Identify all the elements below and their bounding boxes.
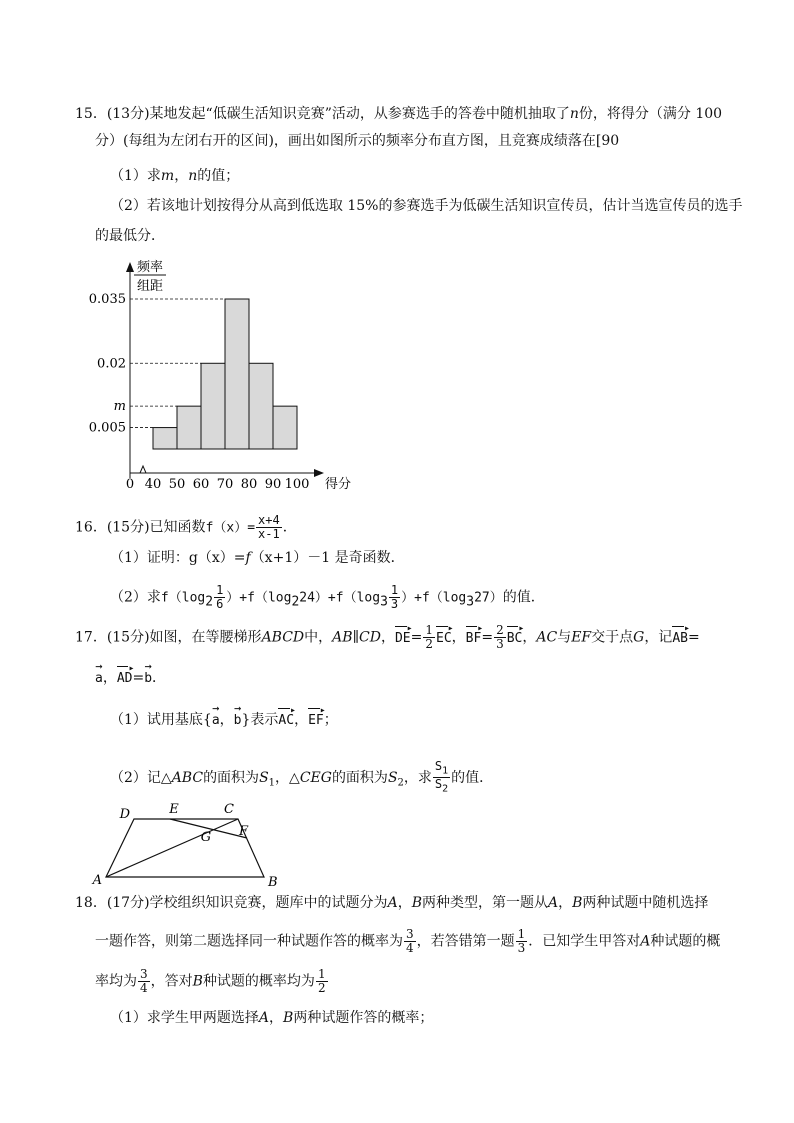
q16-line-1: 16．(15分)已知函数f（x）= $\frac{x+4}{x-1}$ ． [75, 513, 297, 541]
q17-part-2: （2）记△ABC的面积为$S_1$，△CEG的面积为$S_2$，求 $\frac{S_1}{S_2}$ 的值． [110, 759, 494, 795]
histogram-bar-50-60 [177, 406, 201, 449]
x-tick-label-1: 40 [144, 477, 162, 492]
trapezoid-figure [90, 800, 290, 888]
q18-line-1: 18．(17分)学校组织知识竞赛，题库中的试题分为A，B两种类型，第一题从A，B两种试题中随机选择 [75, 895, 709, 911]
y-axis-label-top: 频率 [136, 260, 164, 275]
label-g: G [200, 830, 212, 845]
x-tick-label-7: 100 [284, 477, 310, 492]
axis-break-mark [140, 466, 146, 473]
y-tick-label-3: 0.035 [88, 292, 126, 307]
x-tick-label-6: 90 [264, 477, 282, 492]
histogram-bar-60-70 [201, 363, 225, 449]
q17-part-1: （1）试用基底{→ a，→ b}表示AC ▸，EF ▸； [110, 710, 338, 731]
label-c: C [224, 802, 234, 817]
x-tick-label-2: 50 [168, 477, 186, 492]
q15-part-2-line-1: （2）若该地计划按得分从高到低选取 15%的参赛选手为低碳生活知识宣传员，估计当选宣传员的选手 [110, 198, 743, 214]
q16-fraction: $\frac{x+4}{x-1}$ [258, 513, 280, 541]
y-axis-arrow [126, 262, 134, 272]
label-e: E [169, 802, 179, 817]
q18-line-2: 一题作答，则第二题选择同一种试题作答的概率为 $\frac{3}{4}$ ，若答错第一题 $\frac{1}{3}$ ．已知学生甲答对A种试题的概 [95, 927, 721, 955]
frequency-histogram [88, 252, 368, 497]
x-tick-label-4: 70 [216, 477, 234, 492]
label-f: F [239, 824, 249, 839]
q15-part-1: （1）求m，n的值； [110, 168, 240, 184]
histogram-bar-80-90 [249, 363, 273, 449]
q18-part-1: （1）求学生甲两题选择A，B两种试题作答的概率； [110, 1010, 434, 1026]
x-tick-label-5: 80 [240, 477, 258, 492]
q16-part-1: （1）证明：g（x）=f（x+1）－1 是奇函数． [110, 550, 405, 566]
q15-part-2-line-2: 的最低分． [95, 228, 165, 244]
q17-line-2: → a，AD ▸=→ b． [95, 668, 166, 689]
histogram-bar-90-100 [273, 406, 297, 449]
y-tick-label-1: m [113, 399, 126, 415]
label-b: B [268, 875, 278, 888]
segment-ac [106, 819, 238, 877]
q15-line-2: 分）(每组为左闭右开的区间)，画出如图所示的频率分布直方图，且竞赛成绩落在[90 [95, 133, 620, 149]
q16-part-2: （2）求$f(\log_2$ $\frac{1}{6}$ ）$+f(\log_224)+f(\log_3$ $\frac{1}{3}$ ）$+f(\log_327)$的值． [110, 583, 545, 611]
x-tick-label-0: 0 [125, 477, 135, 492]
x-axis-label: 得分 [324, 477, 352, 492]
histogram-bar-70-80 [225, 299, 249, 449]
q17-line-1: 17．(15分)如图，在等腰梯形ABCD中，AB∥CD，DE ▸= $\frac{1}{2}$ EC ▸，BF ▸= $\frac{2}{3}$ BC ▸，AC与EF交于点G，记AB ▸= [75, 624, 700, 651]
q18-line-3: 率均为 $\frac{3}{4}$ ，答对B种试题的概率均为 $\frac{1}{2}$ [95, 967, 326, 995]
label-d: D [119, 807, 130, 822]
x-tick-label-3: 60 [192, 477, 210, 492]
y-axis-label-bottom: 组距 [136, 279, 164, 294]
histogram-bar-40-50 [153, 428, 177, 449]
x-axis-arrow [314, 469, 324, 477]
label-a: A [92, 873, 102, 888]
q15-line-1: 15．(13分)某地发起“低碳生活知识竞赛”活动，从参赛选手的答卷中随机抽取了n份，将得分（满分 100 [75, 106, 723, 122]
y-tick-label-2: 0.02 [97, 356, 126, 372]
y-tick-label-0: 0.005 [88, 420, 126, 436]
